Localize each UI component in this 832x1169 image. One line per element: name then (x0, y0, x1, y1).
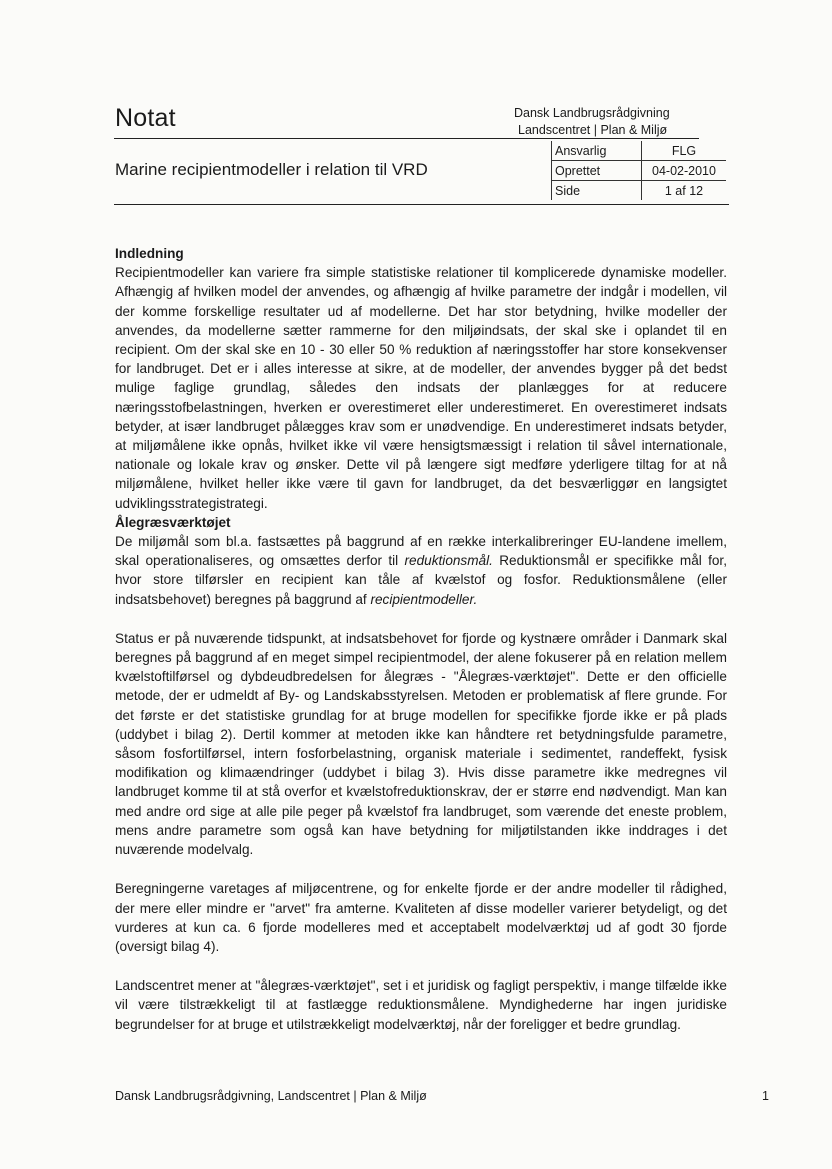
document-title: Marine recipientmodeller i relation til VRD (115, 160, 428, 179)
doc-type-label: Notat (115, 104, 176, 132)
meta-value-created: 04-02-2010 (642, 161, 727, 181)
meta-label-page: Side (552, 181, 642, 201)
meta-row (552, 161, 727, 181)
department-name: Landscentret | Plan & Miljø (518, 123, 668, 137)
section-heading-alegraes: Ålegræsværktøjet (115, 514, 231, 530)
emphasis-term: recipientmodeller. (370, 591, 478, 607)
meta-row (552, 181, 727, 201)
header-rule-top (114, 138, 699, 139)
page-number: 1 (762, 1089, 769, 1103)
text-run: De miljømål som bl.a. fastsættes på baggrund af en række interkalibreringer EU-landene imellem, skal operationaliseres, og omsættes derfor til (115, 534, 727, 569)
organization-name: Dansk Landbrugsrådgivning (514, 106, 670, 120)
meta-value-page: 1 af 12 (642, 181, 727, 201)
meta-table (551, 141, 726, 200)
section-heading-intro: Indledning (115, 246, 184, 261)
document-body (115, 244, 727, 1034)
footer-text: Dansk Landbrugsrådgivning, Landscentret | Plan & Miljø (115, 1089, 427, 1103)
emphasis-term: reduktionsmål. (404, 553, 493, 569)
paragraph-alegraes-1 (115, 532, 727, 609)
paragraph-alegraes-2: Status er på nuværende tidspunkt, at indsatsbehovet for fjorde og kystnære områder i Danmark skal beregnes på baggrund af en meget simpel recipientmodel, der alene fokuserer på en relation mellem kvælstoftilførsel og dybdeudbredelsen for ålegræs - "Ålegræs-værktøjet". Dette er den officielle metode, der er udmeldt af By- og Landskabsstyrelsen. Metoden er problematisk af flere grunde. For det første er det statistiske grundlag for at bruge modellen for specifikke fjorde ikke er på plads (uddybet i bilag 2). Dertil kommer at metoden ikke kan håndtere ret betydningsfulde parametre, såsom fosfortilførsel, intern fosforbelastning, organisk materiale i sedimentet, randeffekt, fysisk modifikation og klimaændringer (uddybet i bilag 3). Hvis disse parametre ikke medregnes vil landbruget komme til at stå overfor et kvælstofreduktionskrav, der er større end nødvendigt. Man kan med andre ord sige at alle pile peger på kvælstof fra landbruget, som værende det eneste problem, mens andre parametre som også kan have betydning for miljøtilstanden ikke inddrages i det nuværende modelvalg. (115, 630, 727, 858)
meta-row (552, 141, 727, 161)
meta-label-created: Oprettet (552, 161, 642, 181)
header-rule-bottom (114, 204, 729, 205)
meta-label-responsible: Ansvarlig (552, 141, 642, 161)
meta-value-responsible: FLG (642, 141, 727, 161)
paragraph-intro: Recipientmodeller kan variere fra simple statistiske relationer til komplicerede dynamiske modeller. Afhængig af hvilken model der anvendes, og afhængig af hvilke parametre der indgår i modellen, vil der komme forskellige resultater ud af modellerne. Det har stor betydning, hvilke modeller der anvendes, da modellerne sætter rammerne for den miljøindsats, der skal ske i oplandet til en recipient. Om der skal ske en 10 - 30 eller 50 % reduktion af næringsstoffer har store konsekvenser for landbruget. Det er i alles interesse at sikre, at de modeller, der anvendes bygger på det bedst mulige faglige grundlag, således den indsats der planlægges for at reducere næringsstofbelastningen, hverken er overestimeret eller underestimeret. En overestimeret indsats betyder, at især landbruget pålægges krav som er unødvendige. En underestimeret indsats betyder, at miljømålene ikke opnås, hvilket ikke vil være hensigtsmæssigt i relation til såvel internationale, nationale og lokale krav og ønsker. Dette vil på længere sigt medføre yderligere tiltag for at nå miljømålene, hvilket heller ikke være til gavn for landbruget, da det besværliggør en langsigtet udviklingsstrategistrategi. (115, 265, 727, 511)
paragraph-alegraes-4: Landscentret mener at "ålegræs-værktøjet", set i et juridisk og fagligt perspektiv, i mange tilfælde ikke vil være tilstrækkeligt til at fastlægge reduktionsmålene. Myndighederne har ingen juridiske begrundelser for at bruge et utilstrækkeligt modelværktøj, når der foreligger et bedre grundlag. (115, 978, 727, 1032)
paragraph-alegraes-3: Beregningerne varetages af miljøcentrene, og for enkelte fjorde er der andre modeller til rådighed, der mere eller mindre er "arvet" fra amterne. Kvaliteten af disse modeller varierer betydeligt, og det vurderes at kun ca. 6 fjorde modelleres med et acceptabelt modelværktøj ud af godt 30 fjorde (oversigt bilag 4). (115, 881, 727, 954)
text-run: Reduktionsmål er specifikke mål for, hvor store tilførsler en recipient kan tåle af kvælstof og fosfor. Reduktionsmålene (eller indsatsbehovet) beregnes på baggrund af (115, 553, 727, 607)
